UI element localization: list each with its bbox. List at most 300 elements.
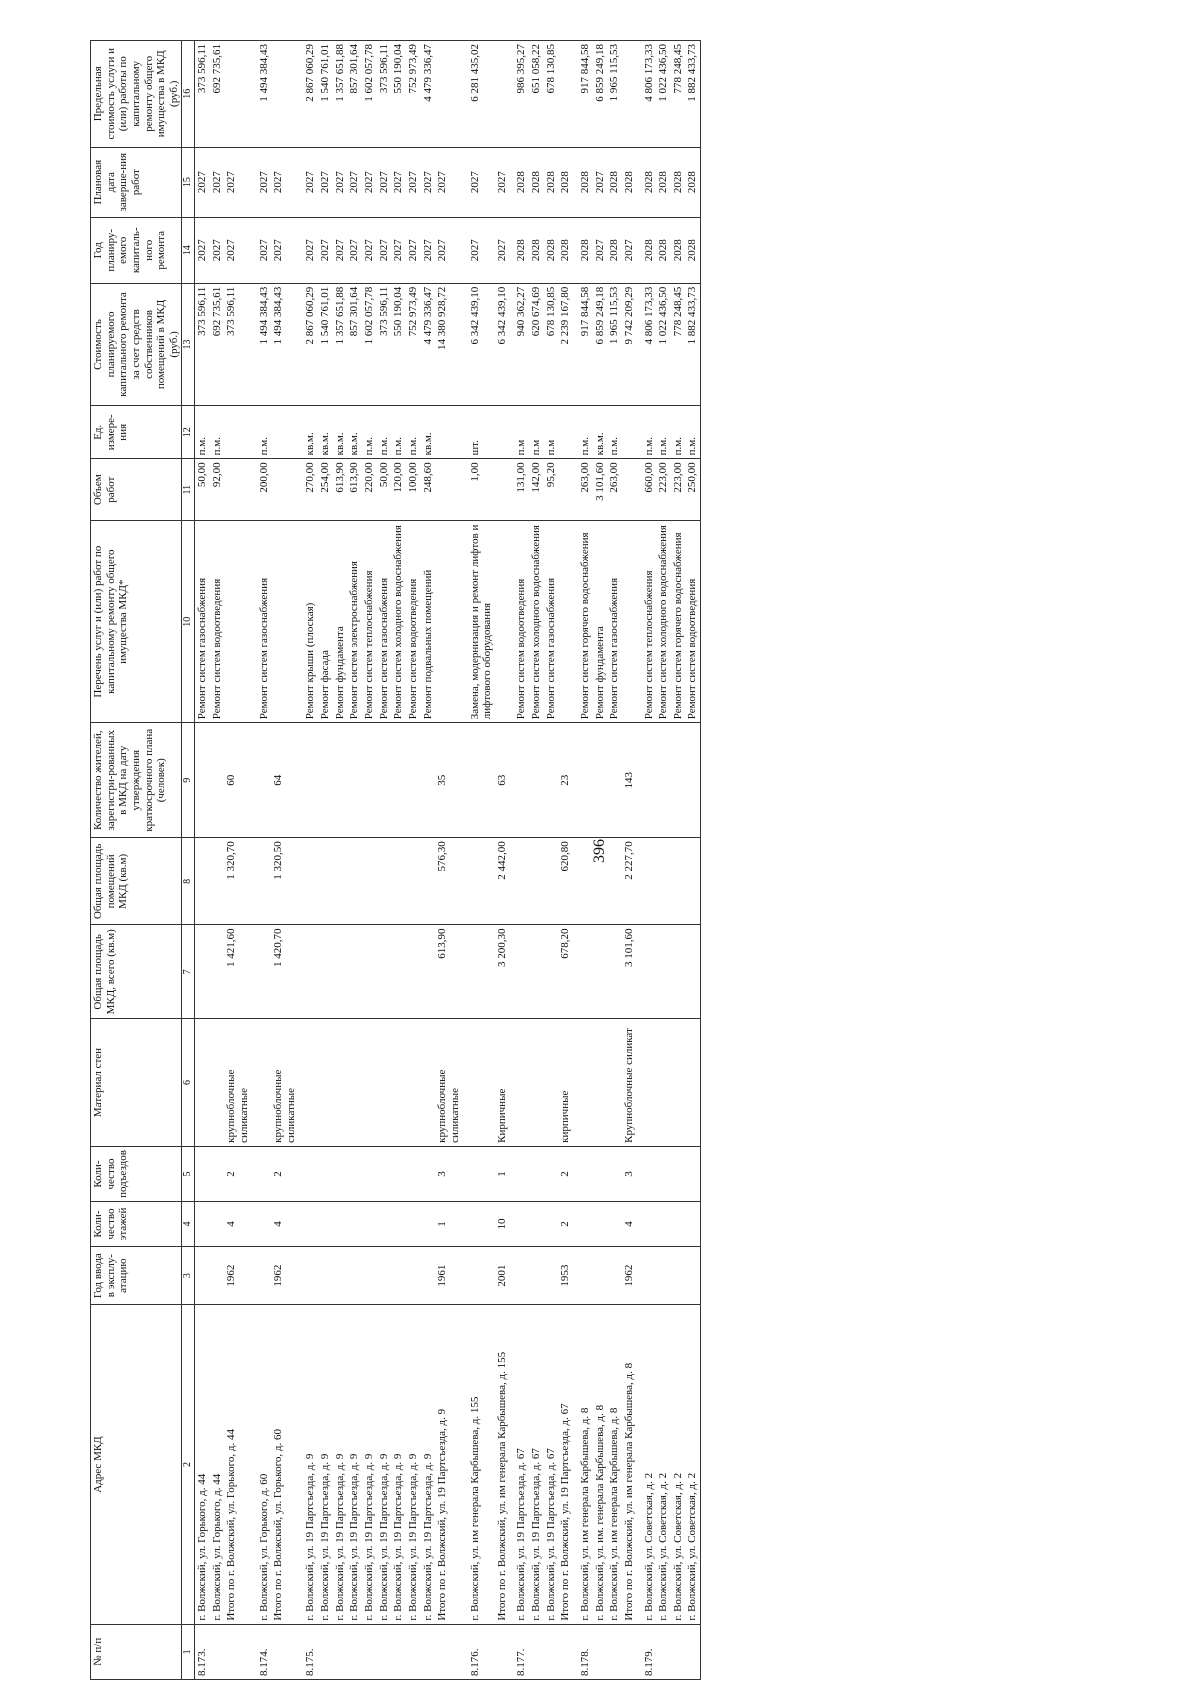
column-number: 1: [182, 1624, 195, 1679]
cell-repair-year: [194, 217, 209, 283]
cell-entrances: [593, 1146, 608, 1201]
cell-work-description: [578, 521, 593, 723]
cell-unit: [377, 406, 392, 459]
cell-floors: [593, 1202, 608, 1247]
cell-text: 373 596,11: [195, 44, 208, 94]
cell-cost: [224, 283, 256, 405]
cell-text: Замена, модернизация и ремонт лифтов и лифтового оборудования: [468, 524, 494, 720]
cell-floors: [558, 1202, 578, 1247]
cell-text: Ремонт систем газоснабжения: [195, 577, 208, 720]
cell-text: 2028: [608, 171, 621, 194]
cell-cost: [271, 283, 303, 405]
cell-text: г. Волжский, ул. 19 Партсъезда, д. 9: [348, 1453, 361, 1621]
cell-max-cost: [622, 41, 642, 148]
table-row: [194, 41, 209, 1680]
cell-unit: [194, 406, 209, 459]
cell-text: п.м.: [195, 437, 208, 456]
cell-premises-area: [421, 838, 436, 925]
cell-wall-material: [671, 1019, 686, 1147]
cell-entrances: [333, 1146, 348, 1201]
cell-year-built: [671, 1246, 686, 1305]
cell-address: [468, 1305, 495, 1624]
cell-year-built: [544, 1246, 559, 1305]
cell-address: [210, 1305, 225, 1624]
cell-work-description: [685, 521, 700, 723]
cell-text: 2027: [333, 239, 346, 262]
cell-total-area: [333, 925, 348, 1019]
table-row: [685, 41, 700, 1680]
cell-row-number: [303, 1624, 318, 1679]
cell-row-number: [362, 1624, 377, 1679]
table-row: [578, 41, 593, 1680]
cell-completion-date: [421, 147, 436, 217]
cell-address: [671, 1305, 686, 1624]
cell-text: 1953: [559, 1264, 572, 1287]
cell-text: 1 494 384,43: [272, 286, 285, 345]
cell-address: [271, 1305, 303, 1624]
cell-year-built: [377, 1246, 392, 1305]
cell-volume: [271, 459, 303, 521]
cell-unit: [495, 406, 515, 459]
col-header-total-area: Общая площадь МКД, всего (кв.м): [91, 925, 182, 1019]
cell-premises-area: [578, 838, 593, 925]
cell-completion-date: [210, 147, 225, 217]
cell-residents: [224, 723, 256, 838]
cell-text: 550 190,04: [392, 286, 405, 337]
table-row: [303, 41, 318, 1680]
cell-text: п.м: [544, 439, 557, 456]
cell-repair-year: [671, 217, 686, 283]
cell-cost: [544, 283, 559, 405]
cell-cost: [347, 283, 362, 405]
cell-max-cost: [210, 41, 225, 148]
cell-text: 60: [225, 774, 238, 786]
cell-text: 613,90: [333, 462, 346, 493]
header-row: [91, 41, 182, 1680]
col-header-repair-year: Год планиру-емого капиталь-ного ремонта: [91, 217, 182, 283]
cell-text: 2001: [495, 1264, 508, 1287]
cell-repair-year: [685, 217, 700, 283]
cell-work-description: [607, 521, 622, 723]
cell-completion-date: [318, 147, 333, 217]
cell-floors: [435, 1202, 467, 1247]
cell-address: [593, 1305, 608, 1624]
cell-premises-area: [362, 838, 377, 925]
cell-completion-date: [495, 147, 515, 217]
cell-address: [421, 1305, 436, 1624]
document-sheet: [90, 40, 1110, 1680]
col-header-max-cost: Предельная стоимость услуги и (или) работы по капитальному ремонту общего имущества в МКД (руб.): [91, 41, 182, 148]
cell-year-built: [558, 1246, 578, 1305]
cell-text: 678 130,85: [544, 44, 557, 94]
cell-wall-material: [642, 1019, 657, 1147]
cell-text: Ремонт подвальных помещений: [421, 569, 434, 720]
cell-residents: [622, 723, 642, 838]
cell-premises-area: [671, 838, 686, 925]
cell-text: 2028: [530, 171, 543, 194]
cell-total-area: [495, 925, 515, 1019]
cell-work-description: [529, 521, 544, 723]
col-header-unit: Ед. измере-ния: [91, 406, 182, 459]
cell-text: 2028: [559, 171, 572, 194]
cell-text: 120,00: [392, 462, 405, 493]
cell-repair-year: [435, 217, 467, 283]
cell-text: 8.174.: [257, 1648, 270, 1676]
cell-residents: [194, 723, 209, 838]
cell-completion-date: [578, 147, 593, 217]
cell-text: 4 806 173,33: [642, 44, 655, 102]
cell-work-description: [642, 521, 657, 723]
cell-text: 8.177.: [515, 1648, 528, 1676]
cell-entrances: [347, 1146, 362, 1201]
cell-text: п.м.: [257, 437, 270, 456]
cell-text: кирпичные: [559, 1090, 572, 1143]
cell-premises-area: [514, 838, 529, 925]
cell-text: 223,00: [657, 462, 670, 493]
cell-text: г. Волжский, ул. 19 Партсъезда, д. 9: [333, 1453, 346, 1621]
cell-residents: [391, 723, 406, 838]
cell-year-built: [347, 1246, 362, 1305]
cell-work-description: [224, 521, 256, 723]
cell-address: [257, 1305, 272, 1624]
cell-text: 2027: [468, 239, 481, 262]
cell-max-cost: [642, 41, 657, 148]
cell-text: 1 320,70: [225, 841, 238, 880]
cell-text: 6 859 249,18: [593, 44, 606, 102]
cell-premises-area: [685, 838, 700, 925]
cell-entrances: [421, 1146, 436, 1201]
cell-address: [377, 1305, 392, 1624]
cell-address: [544, 1305, 559, 1624]
table-row: [671, 41, 686, 1680]
cell-residents: [362, 723, 377, 838]
cell-premises-area: [318, 838, 333, 925]
cell-text: г. Волжский, ул. им. генерала Карбышева, д. 8: [593, 1404, 606, 1621]
cell-completion-date: [514, 147, 529, 217]
cell-text: крупноблочные силикатные: [272, 1069, 297, 1143]
cell-text: Итого по г. Волжский, ул. Горького, д. 60: [272, 1429, 285, 1621]
cell-row-number: [318, 1624, 333, 1679]
cell-cost: [377, 283, 392, 405]
cell-text: п.м.: [210, 437, 223, 456]
cell-year-built: [514, 1246, 529, 1305]
cell-text: 2 227,70: [622, 841, 635, 880]
cell-text: 678,20: [559, 928, 572, 959]
cell-text: кв.м.: [348, 432, 361, 456]
cell-text: 2028: [671, 171, 684, 194]
column-number: 9: [182, 723, 195, 838]
cell-wall-material: [421, 1019, 436, 1147]
cell-volume: [495, 459, 515, 521]
cell-text: 4: [622, 1221, 635, 1227]
cell-text: 2027: [257, 239, 270, 262]
cell-unit: [333, 406, 348, 459]
cell-text: г. Волжский, ул. Горького, д. 44: [210, 1473, 223, 1621]
cell-completion-date: [607, 147, 622, 217]
cell-completion-date: [194, 147, 209, 217]
cell-text: Ремонт систем газоснабжения: [377, 577, 390, 720]
cell-wall-material: [578, 1019, 593, 1147]
table-row: [656, 41, 671, 1680]
cell-total-area: [347, 925, 362, 1019]
table-row: [544, 41, 559, 1680]
cell-repair-year: [421, 217, 436, 283]
cell-entrances: [406, 1146, 421, 1201]
cell-text: г. Волжский, ул. 19 Партсъезда, д. 9: [319, 1453, 332, 1621]
cell-wall-material: [257, 1019, 272, 1147]
cell-cost: [622, 283, 642, 405]
table-row: [468, 41, 495, 1680]
cell-residents: [210, 723, 225, 838]
cell-unit: [593, 406, 608, 459]
cell-text: 2027: [348, 239, 361, 262]
cell-unit: [685, 406, 700, 459]
cell-year-built: [593, 1246, 608, 1305]
cell-text: 4 479 336,47: [421, 44, 434, 102]
cell-row-number: [685, 1624, 700, 1679]
cell-text: 1 022 436,50: [657, 44, 670, 102]
cell-cost: [558, 283, 578, 405]
cell-entrances: [607, 1146, 622, 1201]
cell-premises-area: [642, 838, 657, 925]
cell-repair-year: [210, 217, 225, 283]
cell-text: 373 596,11: [377, 44, 390, 94]
cell-row-number: [210, 1624, 225, 1679]
cell-total-area: [468, 925, 495, 1019]
cell-work-description: [435, 521, 467, 723]
cell-text: п.м.: [671, 437, 684, 456]
cell-cost: [578, 283, 593, 405]
table-row: [421, 41, 436, 1680]
cell-unit: [558, 406, 578, 459]
cell-text: 8.178.: [579, 1648, 591, 1676]
table-row: [347, 41, 362, 1680]
cell-text: 6 342 439,10: [468, 286, 481, 345]
cell-volume: [224, 459, 256, 521]
cell-max-cost: [391, 41, 406, 148]
cell-text: 373 596,11: [377, 286, 390, 336]
cell-year-built: [333, 1246, 348, 1305]
col-header-residents: Количество жителей, зарегистри-рованных в МКД на дату утверждения краткосрочного плана (человек): [91, 723, 182, 838]
cell-entrances: [303, 1146, 318, 1201]
cell-text: 1 540 761,01: [319, 286, 332, 345]
cell-text: 1 965 115,53: [608, 44, 621, 102]
cell-residents: [558, 723, 578, 838]
cell-text: 2027: [436, 171, 449, 194]
cell-total-area: [210, 925, 225, 1019]
table-row: [362, 41, 377, 1680]
cell-text: 550 190,04: [392, 44, 405, 94]
cell-text: 660,00: [642, 462, 655, 493]
cell-text: 2027: [272, 239, 285, 262]
cell-year-built: [435, 1246, 467, 1305]
cell-floors: [210, 1202, 225, 1247]
cell-year-built: [210, 1246, 225, 1305]
cell-text: 1 320,50: [272, 841, 285, 880]
cell-text: 620,80: [559, 841, 572, 872]
cell-row-number: [257, 1624, 272, 1679]
cell-floors: [578, 1202, 593, 1247]
cell-text: Ремонт систем газоснабжения: [544, 577, 557, 720]
cell-text: г. Волжский, ул. 19 Партсъезда, д. 9: [304, 1453, 317, 1621]
cell-unit: [257, 406, 272, 459]
cell-text: п.м: [515, 439, 528, 456]
cell-volume: [421, 459, 436, 521]
cell-text: 95,20: [544, 462, 557, 488]
cell-text: 2027: [377, 171, 390, 194]
cell-text: 3 200,30: [495, 928, 508, 967]
cell-wall-material: [377, 1019, 392, 1147]
cell-year-built: [391, 1246, 406, 1305]
cell-cost: [642, 283, 657, 405]
cell-premises-area: [406, 838, 421, 925]
cell-year-built: [362, 1246, 377, 1305]
cell-max-cost: [468, 41, 495, 148]
cell-text: г. Волжский, ул. 19 Партсъезда, д. 9: [377, 1453, 390, 1621]
cell-text: 4 806 173,33: [642, 286, 655, 345]
cell-text: 2028: [657, 239, 670, 262]
cell-text: шт.: [468, 440, 481, 456]
cell-max-cost: [529, 41, 544, 148]
cell-total-area: [377, 925, 392, 1019]
cell-text: 2027: [406, 239, 419, 262]
cell-work-description: [257, 521, 272, 723]
cell-max-cost: [558, 41, 578, 148]
cell-text: 2 239 167,80: [559, 286, 572, 345]
cell-text: п.м.: [608, 437, 621, 456]
capital-repair-table: [90, 40, 701, 1680]
cell-cost: [303, 283, 318, 405]
cell-completion-date: [377, 147, 392, 217]
cell-completion-date: [656, 147, 671, 217]
cell-text: г. Волжский, ул. 19 Партсъезда, д. 67: [515, 1448, 528, 1621]
cell-text: 1 494 384,43: [257, 286, 270, 345]
cell-floors: [377, 1202, 392, 1247]
cell-text: 8.179.: [642, 1648, 655, 1676]
cell-text: 63: [495, 774, 508, 786]
cell-repair-year: [303, 217, 318, 283]
cell-max-cost: [514, 41, 529, 148]
cell-cost: [362, 283, 377, 405]
cell-premises-area: [593, 838, 608, 925]
cell-address: [558, 1305, 578, 1624]
cell-row-number: [558, 1624, 578, 1679]
cell-text: 1 022 436,50: [657, 286, 670, 345]
cell-text: 2 442,00: [495, 841, 508, 880]
cell-row-number: [468, 1624, 495, 1679]
cell-text: Ремонт фундамента: [333, 626, 346, 720]
cell-row-number: [333, 1624, 348, 1679]
table-total-row: [622, 41, 642, 1680]
cell-row-number: [622, 1624, 642, 1679]
cell-text: крупноблочные силикатные: [436, 1069, 461, 1143]
cell-entrances: [435, 1146, 467, 1201]
cell-text: п.м.: [657, 437, 670, 456]
cell-text: 8.173.: [195, 1648, 208, 1676]
cell-year-built: [303, 1246, 318, 1305]
cell-volume: [558, 459, 578, 521]
cell-text: 1: [495, 1171, 508, 1177]
cell-repair-year: [362, 217, 377, 283]
cell-text: г. Волжский, ул. 19 Партсъезда, д. 9: [406, 1453, 419, 1621]
table-body: [194, 41, 700, 1680]
cell-text: 2: [225, 1171, 238, 1177]
cell-text: 2027: [304, 171, 317, 194]
cell-text: Итого по г. Волжский, ул. им генерала Карбышева, д. 8: [622, 1362, 635, 1621]
cell-volume: [514, 459, 529, 521]
cell-text: п.м.: [392, 437, 405, 456]
cell-text: 613,90: [348, 462, 361, 493]
cell-text: 142,00: [530, 462, 543, 493]
cell-volume: [593, 459, 608, 521]
column-number: 15: [182, 147, 195, 217]
col-header-floors: Коли-чество этажей: [91, 1202, 182, 1247]
cell-unit: [210, 406, 225, 459]
cell-completion-date: [529, 147, 544, 217]
cell-residents: [468, 723, 495, 838]
col-header-completion-date: Плановая дата заверше-ния работ: [91, 147, 182, 217]
cell-completion-date: [303, 147, 318, 217]
cell-text: 3 101,60: [593, 462, 606, 501]
table-total-row: [435, 41, 467, 1680]
cell-text: 1 420,70: [272, 928, 285, 967]
cell-row-number: [224, 1624, 256, 1679]
column-number-row: [182, 41, 195, 1680]
cell-row-number: [656, 1624, 671, 1679]
cell-text: 2: [272, 1171, 285, 1177]
cell-max-cost: [435, 41, 467, 148]
table-row: [514, 41, 529, 1680]
table-row: [529, 41, 544, 1680]
cell-cost: [468, 283, 495, 405]
cell-text: г. Волжский, ул. 19 Партсъезда, д. 67: [544, 1448, 557, 1621]
cell-total-area: [224, 925, 256, 1019]
cell-entrances: [656, 1146, 671, 1201]
column-number: 12: [182, 406, 195, 459]
cell-text: 2027: [210, 171, 223, 194]
cell-residents: [257, 723, 272, 838]
column-number: 5: [182, 1146, 195, 1201]
column-number: 7: [182, 925, 195, 1019]
cell-total-area: [362, 925, 377, 1019]
cell-text: 2 867 060,29: [304, 286, 317, 345]
cell-unit: [318, 406, 333, 459]
cell-work-description: [318, 521, 333, 723]
cell-text: кв.м.: [319, 432, 332, 456]
cell-year-built: [578, 1246, 593, 1305]
cell-unit: [271, 406, 303, 459]
cell-address: [656, 1305, 671, 1624]
cell-text: 917 844,58: [579, 44, 591, 94]
cell-wall-material: [406, 1019, 421, 1147]
cell-cost: [529, 283, 544, 405]
cell-volume: [656, 459, 671, 521]
cell-completion-date: [224, 147, 256, 217]
cell-year-built: [421, 1246, 436, 1305]
cell-premises-area: [468, 838, 495, 925]
cell-year-built: [656, 1246, 671, 1305]
cell-work-description: [194, 521, 209, 723]
cell-residents: [333, 723, 348, 838]
cell-total-area: [685, 925, 700, 1019]
cell-unit: [607, 406, 622, 459]
cell-completion-date: [593, 147, 608, 217]
cell-wall-material: [362, 1019, 377, 1147]
cell-text: 6 342 439,10: [495, 286, 508, 345]
cell-year-built: [642, 1246, 657, 1305]
cell-entrances: [271, 1146, 303, 1201]
cell-text: 2027: [392, 171, 405, 194]
